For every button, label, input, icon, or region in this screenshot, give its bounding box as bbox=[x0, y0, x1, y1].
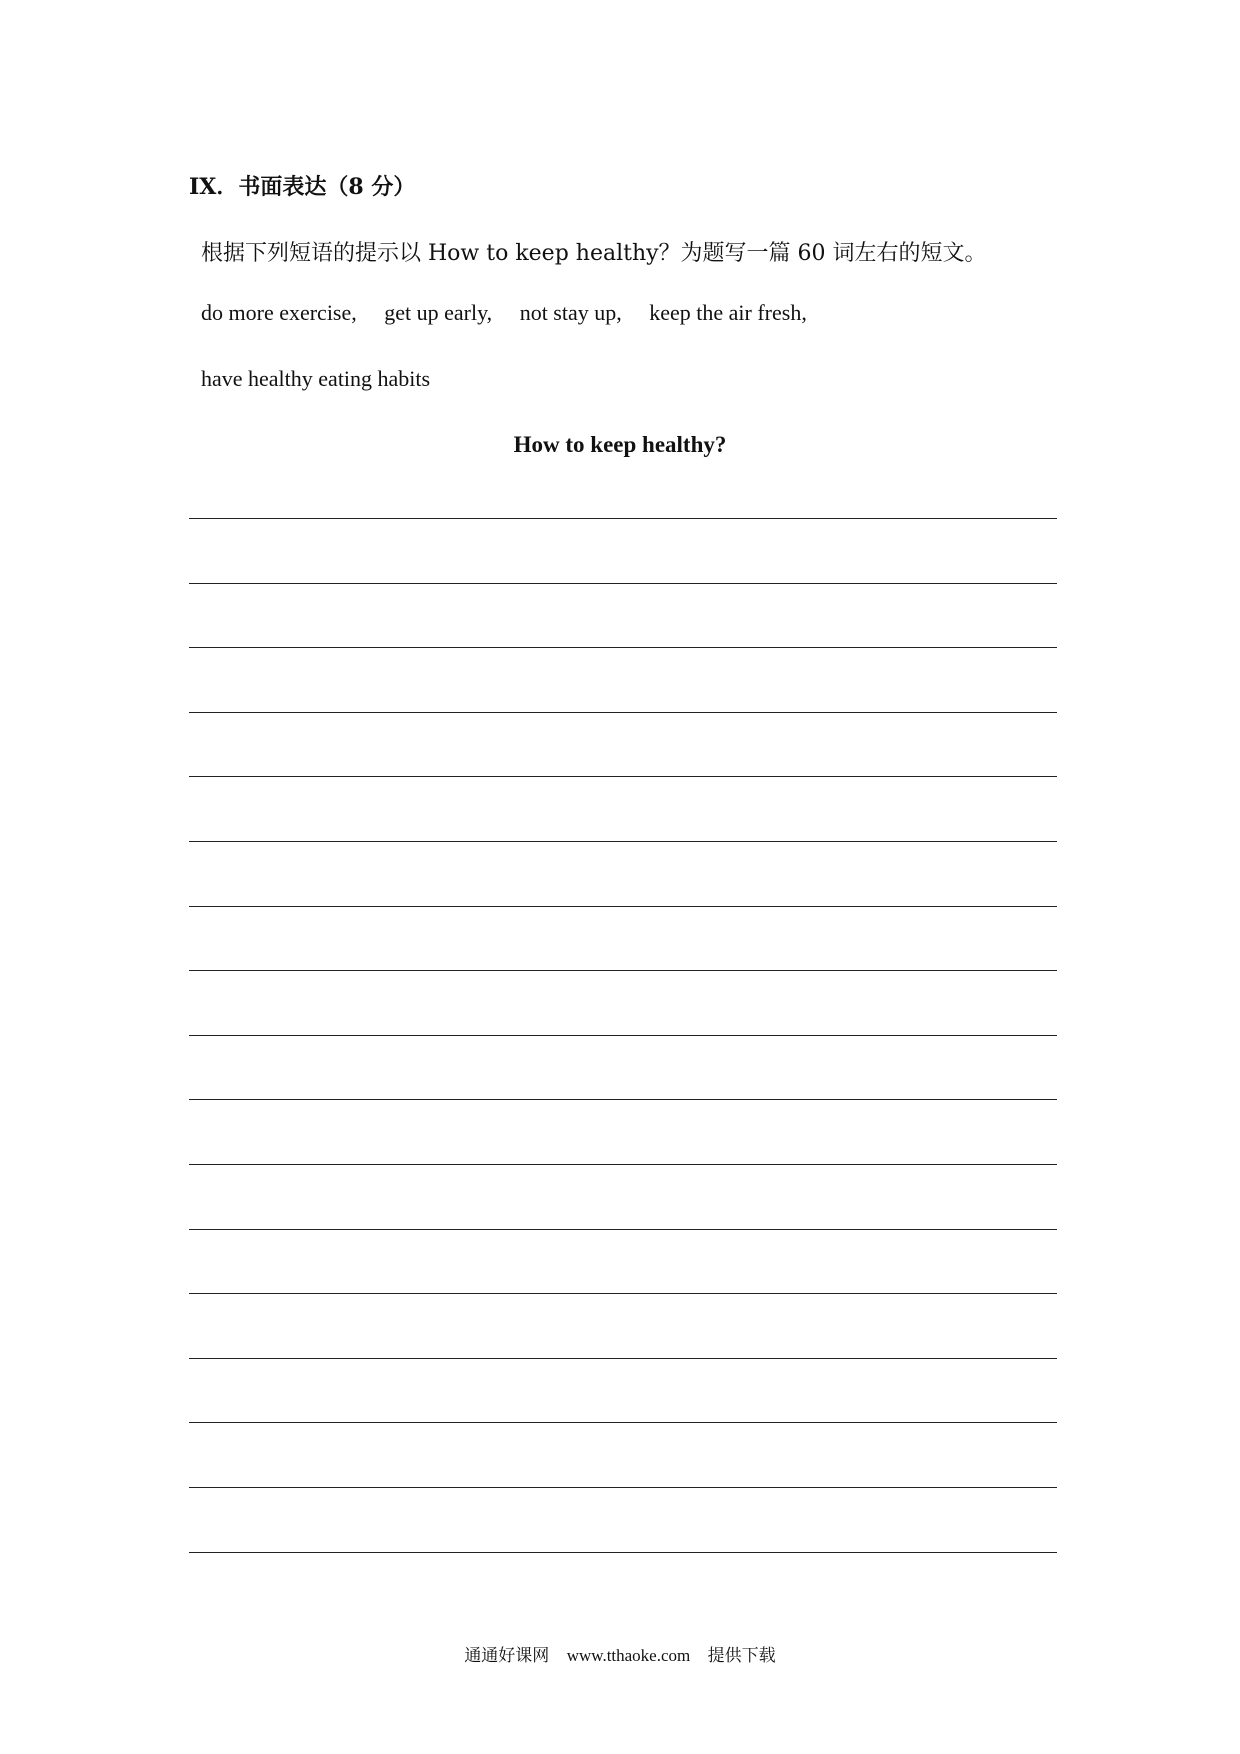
prompt-phrases-line-2 bbox=[201, 366, 452, 392]
answer-line[interactable] bbox=[189, 906, 1057, 907]
footer-site-name: 通通好课网 bbox=[464, 1646, 550, 1666]
answer-line[interactable] bbox=[189, 1358, 1057, 1359]
answer-line[interactable] bbox=[189, 1035, 1057, 1036]
prompt-phrases-line-1 bbox=[201, 300, 829, 326]
page-footer bbox=[0, 1641, 1240, 1666]
answer-line[interactable] bbox=[189, 1164, 1057, 1165]
prompt-phrase: get up early, bbox=[384, 300, 493, 325]
answer-line[interactable] bbox=[189, 712, 1057, 713]
answer-line[interactable] bbox=[189, 647, 1057, 648]
answer-line[interactable] bbox=[189, 583, 1057, 584]
answer-line[interactable] bbox=[189, 1487, 1057, 1488]
answer-line[interactable] bbox=[189, 1293, 1057, 1294]
answer-line[interactable] bbox=[189, 1552, 1057, 1553]
answer-line[interactable] bbox=[189, 518, 1057, 519]
answer-line[interactable] bbox=[189, 1422, 1057, 1423]
prompt-phrase: do more exercise, bbox=[201, 300, 357, 325]
answer-line[interactable] bbox=[189, 1229, 1057, 1230]
prompt-phrase: have healthy eating habits bbox=[201, 366, 431, 391]
answer-line[interactable] bbox=[189, 970, 1057, 971]
writing-instruction: 根据下列短语的提示以 How to keep healthy？为题写一篇 60 词左右的短文。 bbox=[201, 241, 987, 266]
footer-suffix: 提供下载 bbox=[707, 1646, 776, 1666]
answer-line[interactable] bbox=[189, 841, 1057, 842]
section-heading: IX．书面表达（8 分） bbox=[189, 174, 416, 200]
answer-line[interactable] bbox=[189, 1099, 1057, 1100]
prompt-phrase: not stay up, bbox=[519, 300, 622, 325]
answer-line[interactable] bbox=[189, 776, 1057, 777]
essay-title: How to keep healthy? bbox=[513, 432, 727, 457]
prompt-phrase: keep the air fresh, bbox=[649, 300, 807, 325]
footer-url: www.tthaoke.com bbox=[566, 1646, 691, 1665]
